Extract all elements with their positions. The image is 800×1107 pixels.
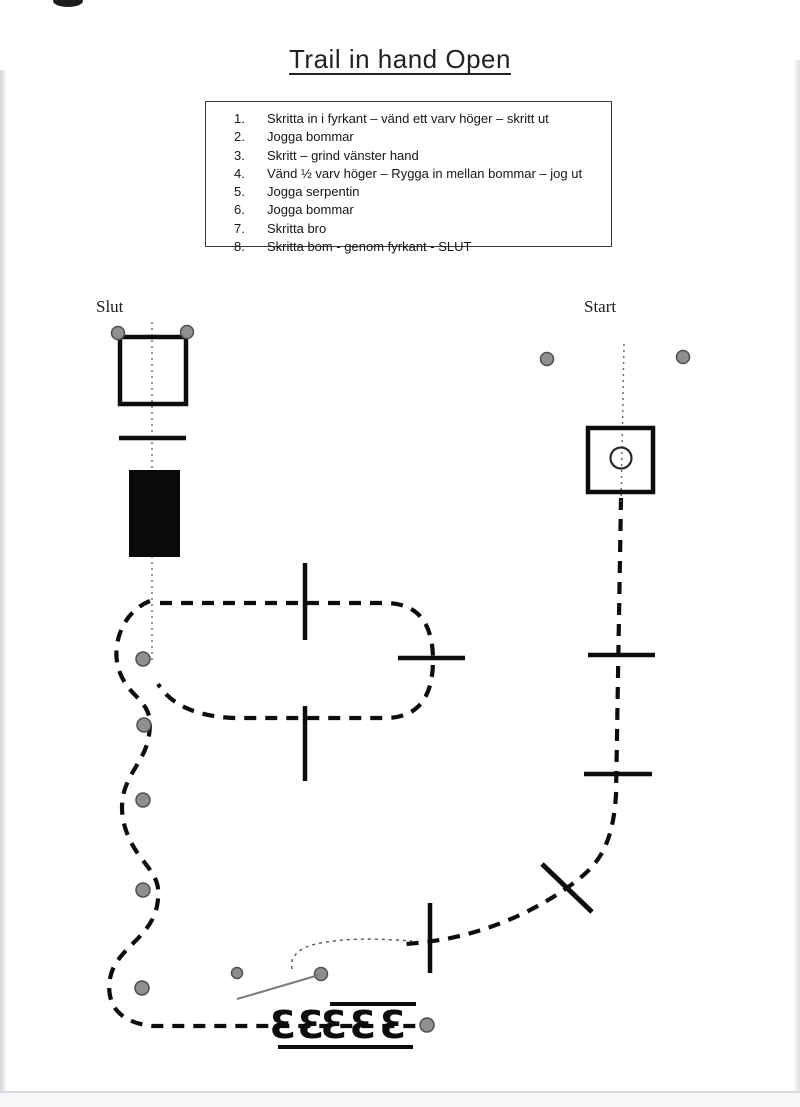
step-number: 7. (234, 220, 245, 236)
cone-dot (112, 327, 125, 340)
gate-post-dot (232, 968, 243, 979)
cone-dot (136, 652, 150, 666)
start-entry-dotted-line (621, 344, 624, 505)
gate-arm (237, 975, 319, 999)
top-edge-logo-fragment (53, 0, 83, 7)
step-text: Jogga serpentin (267, 184, 360, 200)
step-number: 6. (234, 202, 245, 218)
bridge-obstacle (129, 470, 180, 557)
cone-dot (677, 351, 690, 364)
step-text: Vänd ½ varv höger – Rygga in mellan bommar – jog ut (267, 165, 583, 181)
gate-approach-dotted-line (291, 939, 412, 969)
start-label: Start (584, 297, 617, 316)
cone-dot (541, 353, 554, 366)
step-number: 2. (234, 129, 245, 145)
step-text: Jogga bommar (267, 129, 354, 145)
cone-dot (420, 1018, 434, 1032)
squiggle-pole-icon: Ɛ (320, 1003, 348, 1047)
step-number: 8. (234, 239, 245, 255)
cone-dot (136, 793, 150, 807)
squiggle-pole-icon: Ɛ (349, 1003, 377, 1047)
squiggle-pole-icon: Ɛ (297, 1003, 325, 1047)
step-text: Skritta bom - genom fyrkant - SLUT (267, 239, 472, 255)
step-number: 1. (234, 111, 245, 126)
step-number: 5. (234, 184, 245, 200)
step-text: Skritta bro (267, 220, 327, 236)
cone-dot (135, 981, 149, 995)
cone-dot (181, 326, 194, 339)
step-number: 3. (234, 147, 245, 163)
cone-dot (137, 718, 151, 732)
step-text: Skritt – grind vänster hand (267, 147, 419, 163)
step-number: 4. (234, 165, 245, 181)
finish-square (120, 337, 186, 404)
loop-path (158, 603, 433, 718)
cone-dot (136, 883, 150, 897)
squiggle-pole-icon: Ɛ (379, 1003, 407, 1047)
gate-hinge-dot (315, 968, 328, 981)
finish-label: Slut (96, 297, 124, 316)
start-track-path (406, 498, 621, 944)
squiggle-pole-icon: Ɛ (269, 1003, 297, 1047)
turn-circle (611, 448, 632, 469)
page-title: Trail in hand Open (289, 44, 511, 74)
serpentine-path (109, 601, 418, 1026)
step-text: Skritta in i fyrkant – vänd ett varv höger – skritt ut (267, 111, 549, 126)
step-text: Jogga bommar (267, 202, 354, 218)
start-square (588, 428, 653, 492)
